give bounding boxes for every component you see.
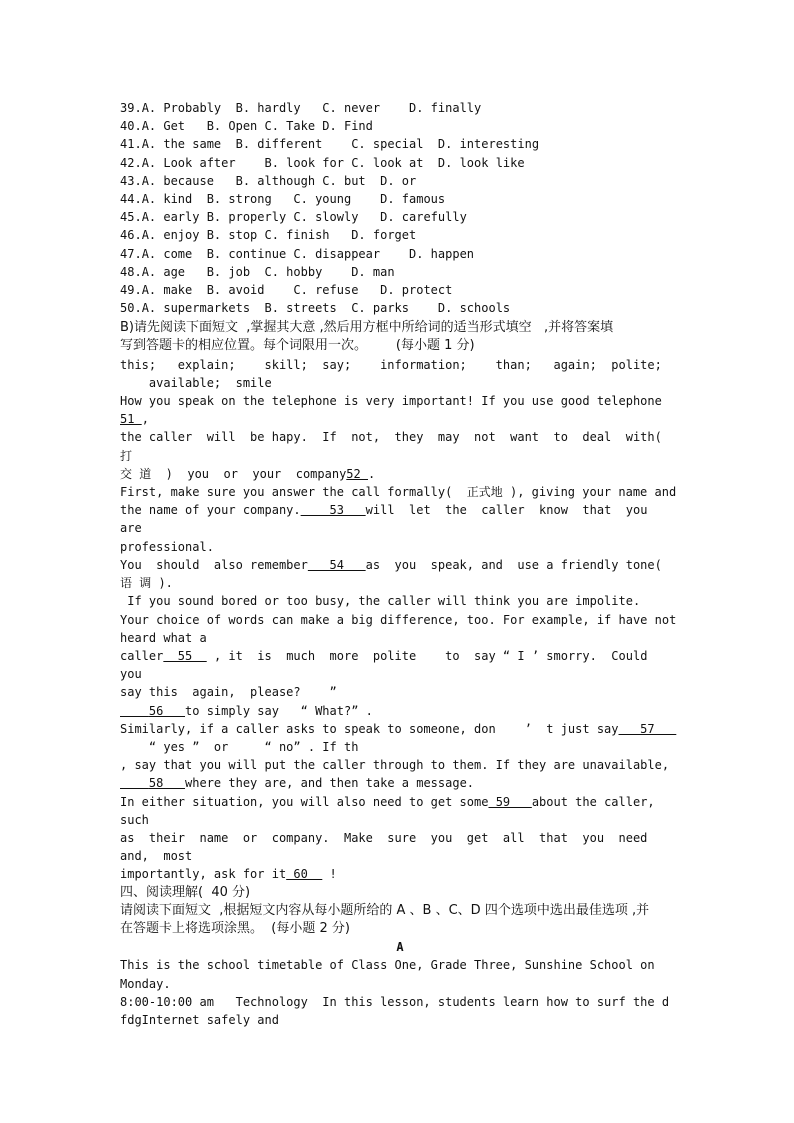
section-4	[120, 884, 680, 1030]
passage-line	[120, 865, 680, 883]
section-b-instruction: 写到答题卡的相应位置。每个词限用一次。 (每小题 1 分)	[120, 338, 475, 354]
passage-line	[120, 647, 680, 683]
option-row-41: 41.A. the same B. different C. special D. interesting	[120, 137, 540, 152]
blank-55: 55	[163, 648, 207, 663]
option-text: A. the same B. different C. special D. interesting	[141, 137, 540, 152]
question-number: 41	[120, 137, 135, 152]
text: !	[322, 867, 337, 882]
option-text: A. supermarkets B. streets C. parks D. schools	[141, 301, 511, 316]
option-text: A. Look after B. look for C. look at D. look like	[141, 155, 525, 170]
option-row-42: 42.A. Look after B. look for C. look at D. look like	[120, 155, 525, 170]
passage-line: as their name or company. Make sure you get all that you need and, most	[120, 830, 662, 864]
text: Similarly, if a caller asks to speak to someone, don ’ t just say	[120, 721, 619, 736]
option-text: A. age B. job C. hobby D. man	[141, 264, 395, 279]
question-number: 40	[120, 119, 135, 134]
question-number: 47	[120, 246, 135, 261]
option-row-43: 43.A. because B. although C. but D. or	[120, 173, 417, 188]
option-text: A. early B. properly C. slowly D. carefully	[141, 210, 467, 225]
text: where they are, and then take a message.	[185, 776, 475, 791]
option-row-50: 50.A. supermarkets B. streets C. parks D. schools	[120, 301, 511, 316]
blank-51: 51	[120, 412, 142, 427]
option-text: A. kind B. strong C. young D. famous	[141, 191, 446, 206]
passage-line: , say that you will put the caller through to them. If they are unavailable,	[120, 758, 670, 773]
passage-line: heard what a	[120, 630, 207, 645]
text: as you speak, and use a friendly tone( 语 调 ).	[120, 557, 670, 591]
text: In either situation, you will also need to get some	[120, 794, 489, 809]
blank-53: 53	[300, 503, 366, 518]
passage-line: 8:00-10:00 am Technology In this lesson, students learn how to surf the d	[120, 994, 670, 1009]
text: about the caller, such	[120, 794, 662, 827]
passage-line	[120, 392, 680, 428]
text: to simply say “ What?” .	[185, 703, 373, 718]
passage-line: Your choice of words can make a big difference, too. For example, if have not	[120, 612, 677, 627]
passage-line	[120, 702, 680, 720]
passage-line: professional.	[120, 539, 214, 554]
text: .	[367, 466, 376, 481]
passage-label: A	[396, 940, 404, 955]
option-row-49: 49.A. make B. avoid C. refuse D. protect	[120, 282, 453, 297]
question-number: 46	[120, 228, 135, 243]
blank-58: 58	[120, 776, 186, 791]
option-text: A. make B. avoid C. refuse D. protect	[141, 282, 453, 297]
passage-line: If you sound bored or too busy, the caller will think you are impolite.	[120, 594, 641, 609]
text: caller	[120, 648, 164, 663]
document-content	[120, 99, 680, 1029]
text: You should also remember	[120, 557, 308, 572]
question-number: 39	[120, 101, 135, 115]
passage-line: Monday.	[120, 976, 171, 991]
question-number: 43	[120, 173, 135, 188]
passage-line	[120, 501, 680, 537]
question-number: 50	[120, 301, 135, 316]
passage-line	[120, 793, 680, 829]
passage-line: fdgInternet safely and	[120, 1012, 279, 1027]
text: importantly, ask for it	[120, 867, 287, 882]
section-instruction: 在答题卡上将选项涂黑。 (每小题 2 分)	[120, 920, 350, 936]
option-text: A. come B. continue C. disappear D. happen	[141, 246, 475, 261]
option-text: A. enjoy B. stop C. finish D. forget	[141, 228, 417, 243]
word-box-line: this; explain; skill; say; information; than; again; polite;	[120, 357, 662, 372]
passage-line	[120, 774, 680, 792]
text: How you speak on the telephone is very important! If you use good telephone	[120, 394, 670, 409]
blank-52: 52	[346, 466, 368, 481]
text: the name of your company.	[120, 503, 301, 518]
blank-56: 56	[120, 703, 186, 718]
blank-54: 54	[307, 557, 366, 572]
text: will let the caller know that you are	[120, 503, 662, 536]
passage-line: say this again, please? ”	[120, 685, 337, 700]
option-text: A. Get B. Open C. Take D. Find	[141, 119, 373, 134]
passage-line	[120, 556, 680, 592]
passage-line: First, make sure you answer the call formally( 正式地 ), giving your name and	[120, 485, 677, 500]
text: 交 道 ) you or your company	[120, 466, 347, 481]
blank-57: 57	[618, 721, 677, 736]
passage-line	[120, 465, 680, 483]
question-number: 45	[120, 210, 135, 225]
option-text: A. Probably B. hardly C. never D. finally	[141, 101, 482, 115]
question-number: 44	[120, 191, 135, 206]
option-row-46: 46.A. enjoy B. stop C. finish D. forget	[120, 228, 417, 243]
passage-line: the caller will be hapy. If not, they may not want to deal with( 打	[120, 430, 670, 463]
option-text: A. because B. although C. but D. or	[141, 173, 417, 188]
section-instruction: 请阅读下面短文 ,根据短文内容从每小题所给的 A 、B 、C、D 四个选项中选出最佳选项 ,并	[120, 902, 650, 918]
section-b-instruction: B)请先阅读下面短文 ,掌握其大意 ,然后用方框中所给词的适当形式填空 ,并将答案填	[120, 320, 614, 336]
passage-line	[120, 720, 680, 738]
option-row-44: 44.A. kind B. strong C. young D. famous	[120, 191, 446, 206]
blank-60: 60	[286, 867, 323, 882]
blank-59: 59	[488, 794, 532, 809]
text: , it is much more polite to say “ I ’ smorry. Could you	[120, 648, 662, 682]
passage-line: “ yes ” or “ no” . If th	[120, 739, 359, 754]
section-b	[120, 319, 680, 392]
option-row-48: 48.A. age B. job C. hobby D. man	[120, 264, 395, 279]
option-row-47: 47.A. come B. continue C. disappear D. happen	[120, 246, 475, 261]
option-row-40: 40.A. Get B. Open C. Take D. Find	[120, 119, 373, 134]
section-heading: 四、阅读理解( 40 分)	[120, 884, 251, 900]
word-box-line: available; smile	[120, 375, 272, 390]
question-number: 49	[120, 282, 135, 297]
question-number: 42	[120, 155, 135, 170]
passage-line: This is the school timetable of Class One, Grade Three, Sunshine School on	[120, 958, 655, 973]
options-list	[120, 99, 680, 317]
option-row-45: 45.A. early B. properly C. slowly D. carefully	[120, 210, 467, 225]
passage	[120, 392, 680, 883]
question-number: 48	[120, 264, 135, 279]
option-row-39: 39.A. Probably B. hardly C. never D. finally	[120, 101, 482, 115]
text: ,	[141, 412, 149, 427]
